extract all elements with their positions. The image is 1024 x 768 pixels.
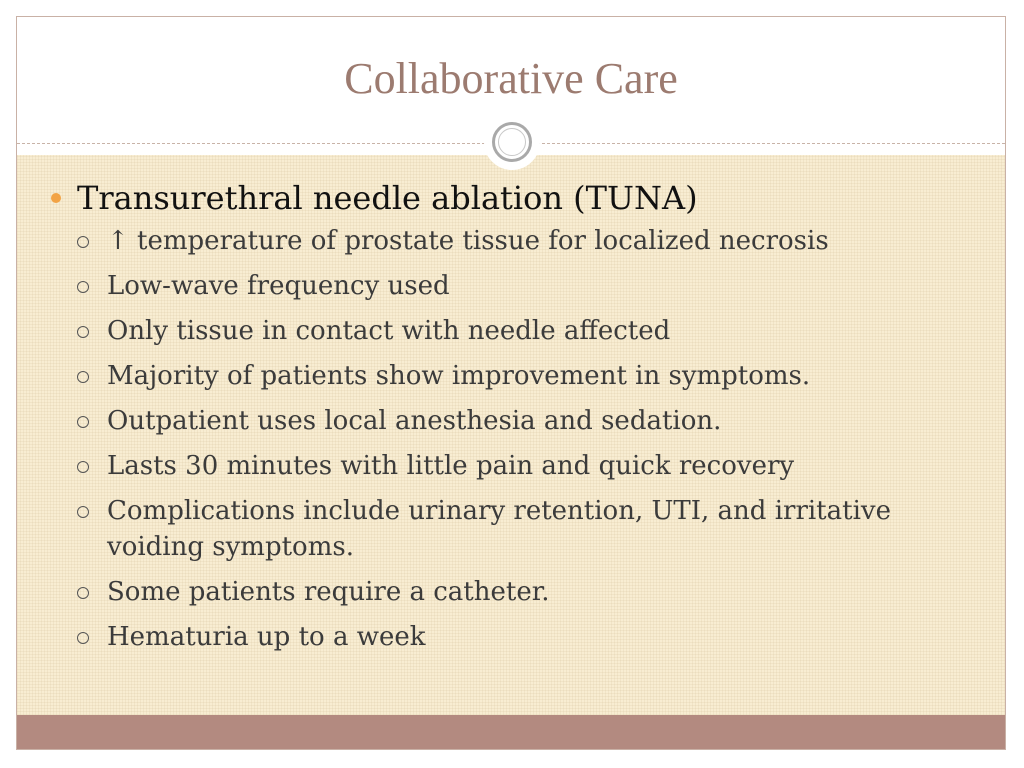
ring-ornament-icon xyxy=(484,114,540,170)
bullet-text: Transurethral needle ablation (TUNA) xyxy=(77,179,698,217)
hollow-circle-bullet-icon xyxy=(77,632,89,644)
subbullet-item xyxy=(47,619,975,655)
bullet-item xyxy=(47,179,975,217)
hollow-circle-bullet-icon xyxy=(77,371,89,383)
subbullet-container xyxy=(47,223,975,655)
subbullet-text: Majority of patients show improvement in symptoms. xyxy=(107,361,811,391)
slide xyxy=(16,16,1006,750)
ring-inner xyxy=(492,122,532,162)
subbullet-item xyxy=(47,448,975,484)
subbullet-text: ↑ temperature of prostate tissue for localized necrosis xyxy=(107,226,829,256)
subbullet-text: Complications include urinary retention, UTI, and irritative voiding symptoms. xyxy=(107,496,891,562)
filled-circle-bullet-icon xyxy=(51,193,61,203)
slide-title: Collaborative Care xyxy=(344,54,678,103)
subbullet-text: Only tissue in contact with needle affected xyxy=(107,316,671,346)
hollow-circle-bullet-icon xyxy=(77,506,89,518)
subbullet-text: Hematuria up to a week xyxy=(107,622,426,652)
subbullet-list xyxy=(47,223,975,655)
subbullet-item xyxy=(47,403,975,439)
subbullet-item xyxy=(47,574,975,610)
hollow-circle-bullet-icon xyxy=(77,461,89,473)
subbullet-item xyxy=(47,358,975,394)
subbullet-item xyxy=(47,493,975,565)
hollow-circle-bullet-icon xyxy=(77,281,89,293)
hollow-circle-bullet-icon xyxy=(77,236,89,248)
subbullet-text: Lasts 30 minutes with little pain and quick recovery xyxy=(107,451,795,481)
hollow-circle-bullet-icon xyxy=(77,416,89,428)
subbullet-text: Low-wave frequency used xyxy=(107,271,450,301)
subbullet-text: Some patients require a catheter. xyxy=(107,577,550,607)
subbullet-item xyxy=(47,268,975,304)
subbullet-item xyxy=(47,313,975,349)
bullet-list xyxy=(47,179,975,664)
hollow-circle-bullet-icon xyxy=(77,587,89,599)
footer-band xyxy=(17,715,1005,750)
hollow-circle-bullet-icon xyxy=(77,326,89,338)
subbullet-item xyxy=(47,223,975,259)
subbullet-text: Outpatient uses local anesthesia and sedation. xyxy=(107,406,722,436)
